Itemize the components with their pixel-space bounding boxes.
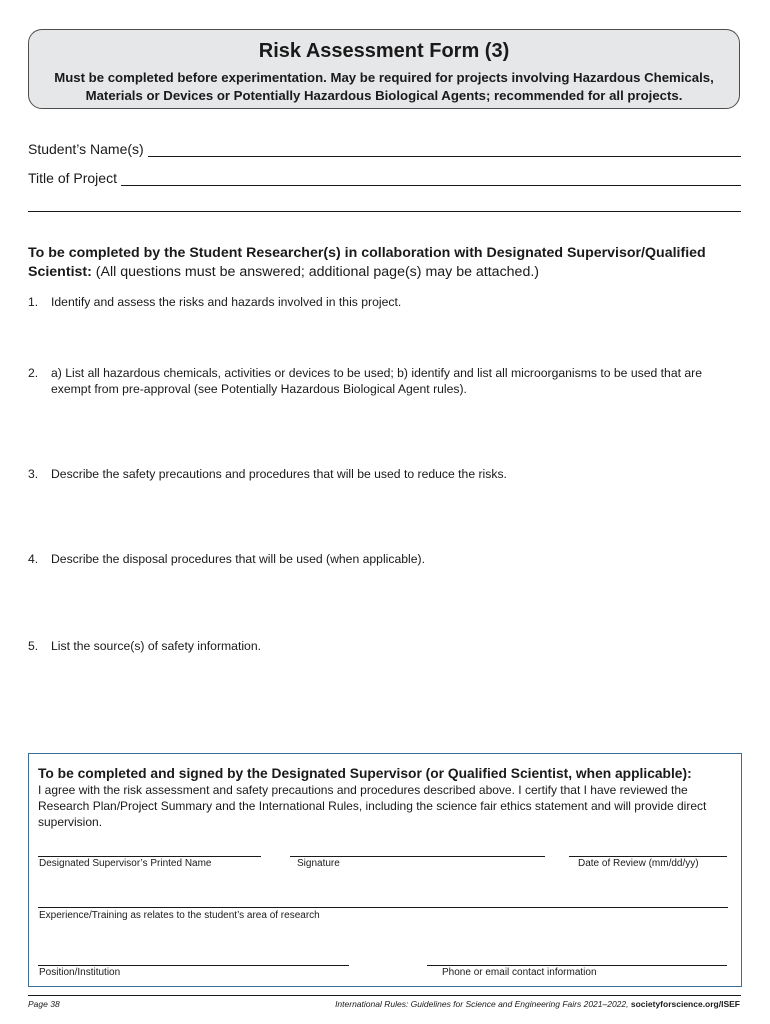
student-section-heading-note: (All questions must be answered; additional page(s) may be attached.) (91, 264, 540, 280)
student-names-input-line[interactable] (148, 142, 741, 157)
contact-label: Phone or email contact information (442, 967, 597, 978)
supervisor-statement: I agree with the risk assessment and safety precautions and procedures described above. I certify that I have reviewed the Research Plan/Project Summary and the International Rules, including the science fair ethics statement and will provide direct supervision. (38, 783, 707, 829)
student-section-heading (28, 244, 740, 282)
printed-name-line[interactable] (38, 856, 261, 857)
form-header (28, 29, 740, 109)
printed-name-label: Designated Supervisor’s Printed Name (39, 858, 212, 869)
footer-url: societyforscience.org/ISEF (630, 999, 740, 1009)
question-number: 5. (28, 639, 39, 653)
supervisor-section (28, 753, 742, 987)
experience-label: Experience/Training as relates to the student’s area of research (39, 910, 320, 921)
position-line[interactable] (38, 965, 349, 966)
signature-line[interactable] (290, 856, 545, 857)
date-line[interactable] (569, 856, 727, 857)
form-subtitle: Must be completed before experimentation. May be required for projects involving Hazardous Chemicals, Materials or Devices or Potentially Hazardous Biological Agents; recommended for all projects. (54, 70, 714, 103)
supervisor-section-title: To be completed and signed by the Designated Supervisor (or Qualified Scientist, when applicable): (38, 766, 692, 781)
footer-source-text: International Rules: Guidelines for Science and Engineering Fairs 2021–2022, (335, 999, 631, 1009)
project-title-field (28, 170, 741, 186)
position-label: Position/Institution (39, 967, 121, 978)
question-number: 1. (28, 295, 39, 309)
footer-source (335, 999, 740, 1009)
question-number: 2. (28, 366, 39, 380)
footer-divider (28, 995, 741, 996)
signature-label: Signature (297, 858, 340, 869)
question-number: 3. (28, 467, 39, 481)
question-text: Identify and assess the risks and hazards involved in this project. (51, 295, 402, 309)
experience-line[interactable] (38, 907, 728, 908)
form-title: Risk Assessment Form (3) (258, 40, 510, 62)
question-text: Describe the safety precautions and procedures that will be used to reduce the risks. (51, 467, 507, 481)
question-text: Describe the disposal procedures that will be used (when applicable). (51, 552, 425, 566)
question-5 (28, 638, 740, 654)
student-names-label: Student’s Name(s) (28, 141, 144, 157)
project-title-input-line[interactable] (121, 171, 741, 186)
project-title-label: Title of Project (28, 170, 117, 186)
contact-line[interactable] (427, 965, 727, 966)
question-text: List the source(s) of safety information. (51, 639, 261, 653)
student-section-heading-bold: To be completed by the Student Researcher(s) in collaboration with Designated Supervisor/Qualified Scientist: (28, 245, 706, 280)
question-1 (28, 294, 740, 310)
question-3 (28, 466, 740, 482)
question-4 (28, 551, 740, 567)
question-2 (28, 365, 740, 397)
student-names-field (28, 141, 741, 157)
question-text: a) List all hazardous chemicals, activities or devices to be used; b) identify and list all microorganisms to be used that are exempt from pre-approval (see Potentially Hazardous Biological Agent rules). (51, 366, 702, 396)
date-label: Date of Review (mm/dd/yy) (578, 858, 699, 869)
project-title-continuation-line[interactable] (28, 211, 741, 212)
question-number: 4. (28, 552, 39, 566)
page-number: Page 38 (28, 999, 60, 1009)
